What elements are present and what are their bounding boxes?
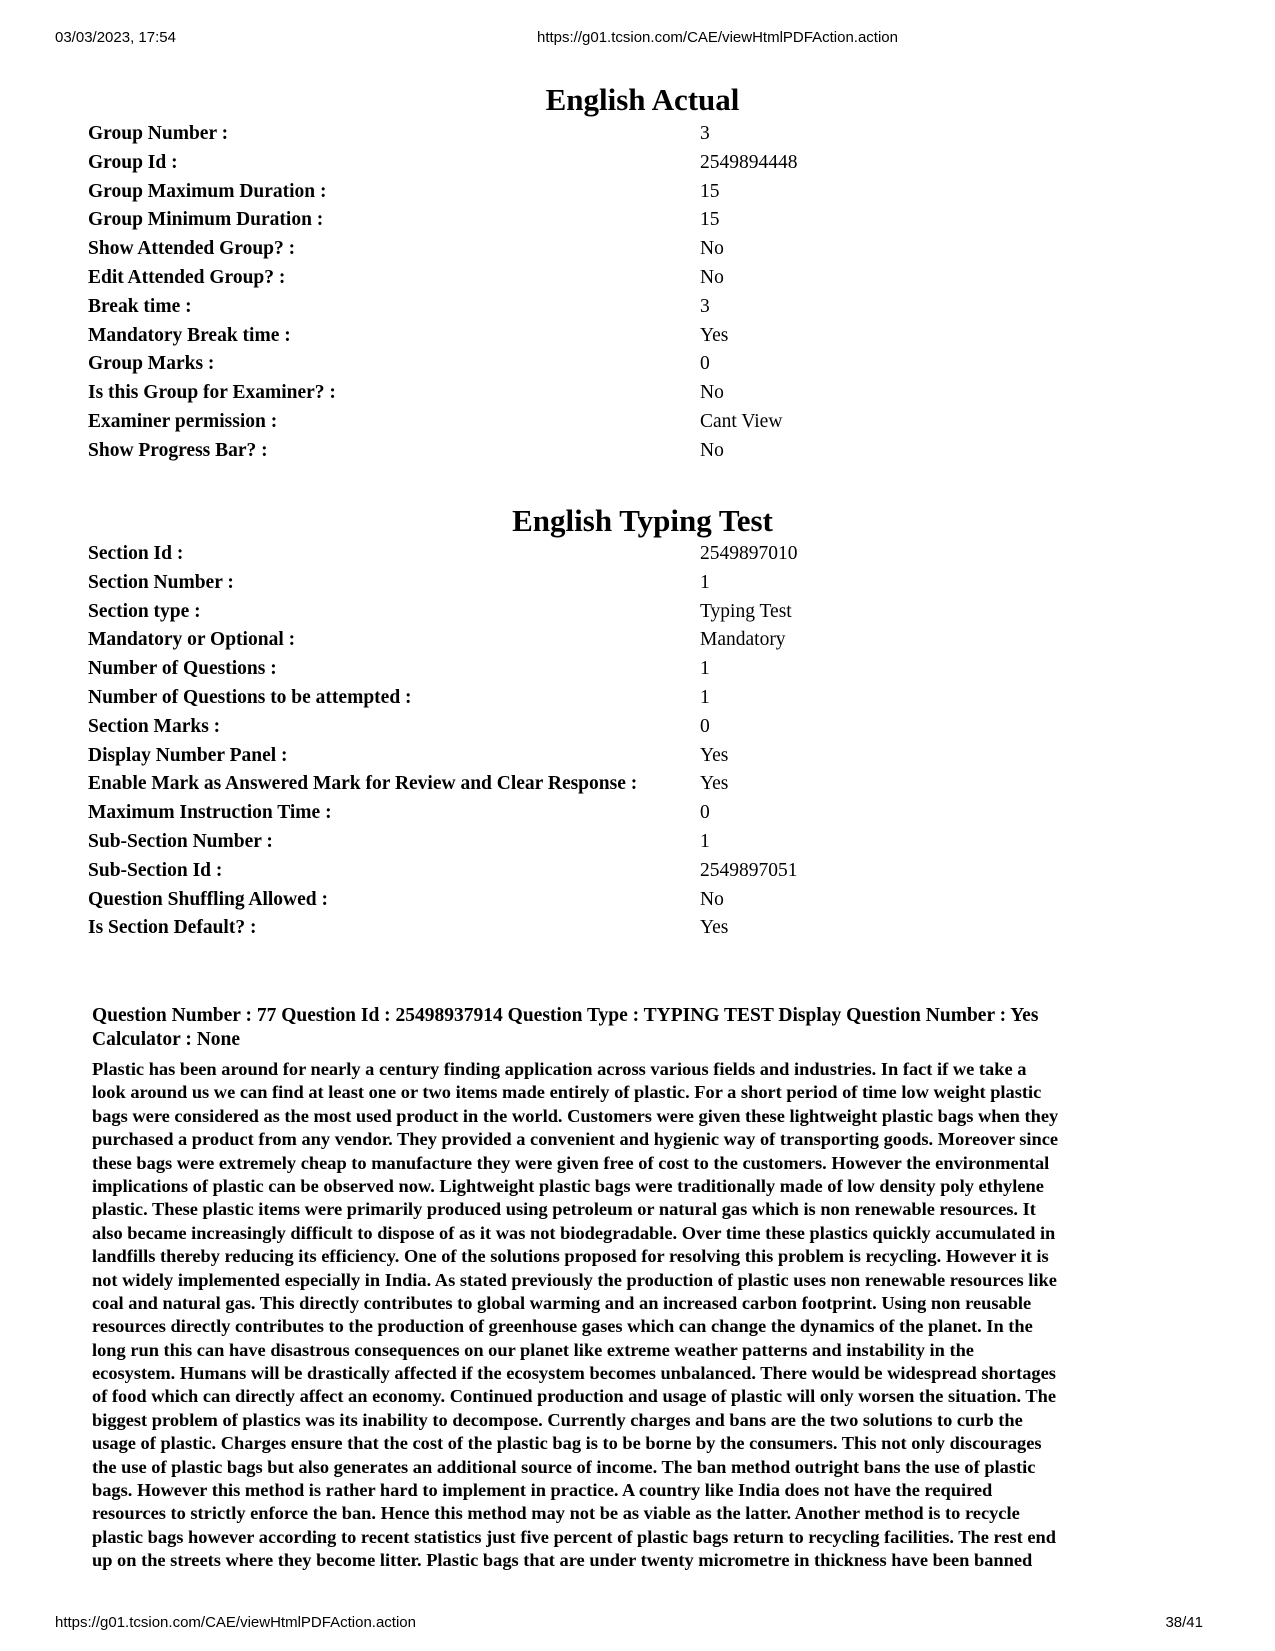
detail-value: No xyxy=(700,266,724,288)
detail-label: Number of Questions to be attempted : xyxy=(88,686,412,708)
calculator-line: Calculator : None xyxy=(92,1029,241,1050)
question-meta-line: Question Number : 77 Question Id : 25498937914 Question Type : TYPING TEST Display Question Number : Yes xyxy=(92,1005,1039,1026)
detail-value: 0 xyxy=(700,353,710,375)
detail-value: No xyxy=(700,238,724,260)
group-details-table xyxy=(88,120,988,466)
detail-value: No xyxy=(700,888,724,910)
detail-value: 0 xyxy=(700,715,710,737)
detail-row xyxy=(88,437,988,466)
detail-label: Break time : xyxy=(88,295,192,317)
detail-row xyxy=(88,655,988,684)
detail-label: Show Attended Group? : xyxy=(88,238,296,260)
passage-line: plastic bags however according to recent statistics just five percent of plastic bags return to recycling facilities. The rest end xyxy=(92,1526,1057,1547)
detail-value: Cant View xyxy=(700,410,783,432)
detail-label: Examiner permission : xyxy=(88,410,278,432)
detail-label: Is Section Default? : xyxy=(88,917,257,939)
passage-line: landfills thereby reducing its efficiency. One of the solutions proposed for resolving this problem is recycling. However it is xyxy=(92,1246,1049,1267)
detail-value: 1 xyxy=(700,658,710,680)
print-url: https://g01.tcsion.com/CAE/viewHtmlPDFAction.action xyxy=(537,29,898,46)
detail-value: 2549894448 xyxy=(700,151,798,173)
detail-row xyxy=(88,886,988,915)
detail-label: Section Id : xyxy=(88,543,184,564)
passage-line: usage of plastic. Charges ensure that the cost of the plastic bag is to be borne by the consumers. This not only discourages xyxy=(92,1433,1042,1454)
passage-line: also became increasingly difficult to dispose of as it was not biodegradable. Over time these plastics quickly accumulated in xyxy=(92,1222,1056,1243)
passage-line: bags were considered as the most used product in the world. Customers were given these lightweight plastic bags when they xyxy=(92,1105,1059,1126)
question-header xyxy=(92,1004,1192,1052)
detail-row xyxy=(88,914,988,943)
detail-row xyxy=(88,178,988,207)
detail-row xyxy=(88,684,988,713)
detail-row xyxy=(88,713,988,742)
detail-label: Group Number : xyxy=(88,123,229,144)
detail-value: Yes xyxy=(700,917,729,939)
detail-row xyxy=(88,569,988,598)
passage-line: biggest problem of plastics was its inability to decompose. Currently charges and bans are the two solutions to curb the xyxy=(92,1409,1023,1430)
detail-label: Maximum Instruction Time : xyxy=(88,802,332,824)
passage-line: resources to strictly enforce the ban. Hence this method may not be as viable as the latter. Another method is to recycle xyxy=(92,1503,1020,1524)
detail-label: Question Shuffling Allowed : xyxy=(88,888,329,910)
passage-line: bags. However this method is rather hard to implement in practice. A country like India does not have the required xyxy=(92,1480,993,1501)
detail-label: Enable Mark as Answered Mark for Review and Clear Response : xyxy=(88,773,638,795)
detail-label: Section type : xyxy=(88,600,201,622)
detail-value: 1 xyxy=(700,571,710,593)
detail-label: Number of Questions : xyxy=(88,658,277,680)
detail-value: 1 xyxy=(700,686,710,708)
detail-label: Group Maximum Duration : xyxy=(88,180,327,202)
detail-row xyxy=(88,379,988,408)
group-title: English Actual xyxy=(545,82,740,117)
passage-line: up on the streets where they become litter. Plastic bags that are under twenty micrometre in thickness have been banned xyxy=(92,1550,1033,1571)
detail-value: 3 xyxy=(700,123,710,144)
detail-value: 0 xyxy=(700,802,710,824)
detail-label: Group Marks : xyxy=(88,353,215,375)
print-header xyxy=(0,29,1275,53)
detail-row xyxy=(88,350,988,379)
detail-row xyxy=(88,408,988,437)
detail-label: Show Progress Bar? : xyxy=(88,439,268,461)
detail-row xyxy=(88,322,988,351)
detail-row xyxy=(88,857,988,886)
detail-label: Sub-Section Number : xyxy=(88,830,273,852)
detail-value: 15 xyxy=(700,180,720,202)
passage-line: resources directly contributes to the production of greenhouse gases which can change the dynamics of the planet. In the xyxy=(92,1316,1033,1337)
passage-line: these bags were extremely cheap to manufacture they were given free of cost to the customers. However the environmental xyxy=(92,1152,1050,1173)
page-number: 38/41 xyxy=(1165,1614,1203,1631)
detail-label: Mandatory Break time : xyxy=(88,324,291,346)
detail-row xyxy=(88,206,988,235)
detail-label: Group Id : xyxy=(88,151,178,173)
passage-line: of food which can directly affect an economy. Continued production and usage of plastic will only worsen the situation. The xyxy=(92,1386,1057,1407)
passage-line: purchased a product from any vendor. They provided a convenient and hygienic way of transporting goods. Moreover since xyxy=(92,1129,1059,1150)
passage-line: look around us we can find at least one or two items made entirely of plastic. For a short period of time low weight plastic xyxy=(92,1082,1042,1103)
detail-row xyxy=(88,742,988,771)
passage-line: implications of plastic can be observed now. Lightweight plastic bags were traditionally made of low density poly ethylene xyxy=(92,1175,1044,1196)
passage-line: not widely implemented especially in India. As stated previously the production of plastic uses non renewable resources like xyxy=(92,1269,1057,1290)
print-footer xyxy=(0,1614,1275,1638)
detail-row xyxy=(88,120,988,149)
detail-value: No xyxy=(700,382,724,404)
detail-value: No xyxy=(700,439,724,461)
footer-url: https://g01.tcsion.com/CAE/viewHtmlPDFAction.action xyxy=(55,1614,416,1631)
detail-row xyxy=(88,264,988,293)
detail-row xyxy=(88,293,988,322)
passage-line: ecosystem. Humans will be drastically affected if the ecosystem becomes unbalanced. There would be widespread shortages xyxy=(92,1363,1056,1384)
print-datetime: 03/03/2023, 17:54 xyxy=(55,29,176,46)
section-title: English Typing Test xyxy=(512,503,773,538)
detail-value: Mandatory xyxy=(700,629,786,651)
passage-line: the use of plastic bags but also generates an additional source of income. The ban method outright bans the use of plastic xyxy=(92,1456,1036,1477)
passage-line: long run this can have disastrous consequences on our planet like extreme weather patterns and instability in the xyxy=(92,1339,974,1360)
section-details-table xyxy=(88,540,988,943)
detail-label: Mandatory or Optional : xyxy=(88,629,296,651)
detail-value: Yes xyxy=(700,773,729,795)
detail-label: Section Number : xyxy=(88,571,234,593)
typing-passage xyxy=(92,1058,1202,1573)
detail-row xyxy=(88,799,988,828)
passage-line: plastic. These plastic items were primarily produced using petroleum or natural gas which is non renewable resources. It xyxy=(92,1199,1036,1220)
detail-label: Group Minimum Duration : xyxy=(88,209,324,231)
passage-line: Plastic has been around for nearly a century finding application across various fields and industries. In fact if we take a xyxy=(92,1059,1027,1079)
detail-value: 15 xyxy=(700,209,720,231)
detail-value: Yes xyxy=(700,744,729,766)
detail-label: Sub-Section Id : xyxy=(88,859,223,881)
detail-row xyxy=(88,626,988,655)
detail-label: Section Marks : xyxy=(88,715,221,737)
detail-value: 1 xyxy=(700,830,710,852)
detail-value: Typing Test xyxy=(700,600,792,622)
detail-value: 3 xyxy=(700,295,710,317)
detail-row xyxy=(88,149,988,178)
detail-value: 2549897010 xyxy=(700,543,798,564)
detail-value: 2549897051 xyxy=(700,859,798,881)
detail-label: Display Number Panel : xyxy=(88,744,288,766)
detail-value: Yes xyxy=(700,324,729,346)
detail-row xyxy=(88,235,988,264)
detail-row xyxy=(88,598,988,627)
passage-line: coal and natural gas. This directly contributes to global warming and an increased carbon footprint. Using non reusable xyxy=(92,1292,1032,1313)
detail-label: Edit Attended Group? : xyxy=(88,266,286,288)
detail-label: Is this Group for Examiner? : xyxy=(88,382,336,404)
detail-row xyxy=(88,828,988,857)
detail-row xyxy=(88,540,988,569)
detail-row xyxy=(88,770,988,799)
